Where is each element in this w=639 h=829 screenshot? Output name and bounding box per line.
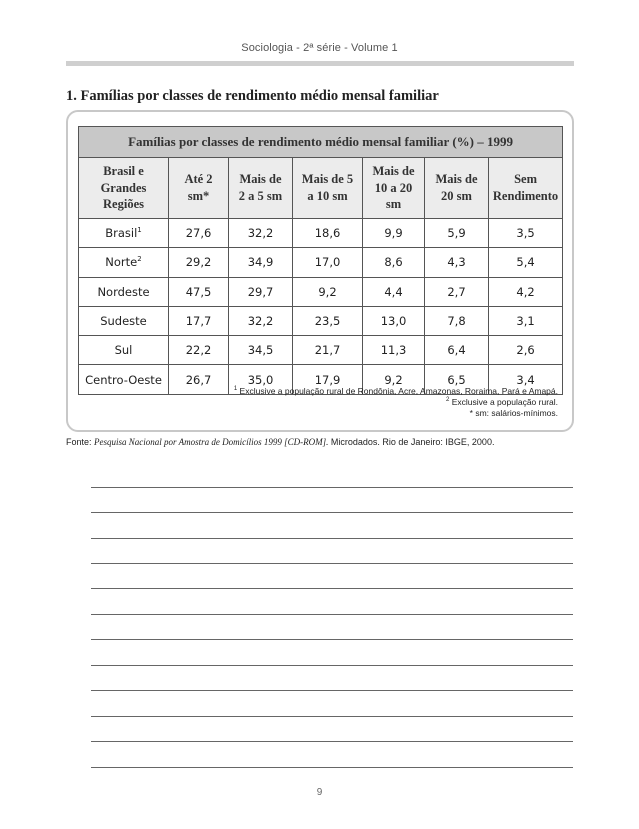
column-header-line: sm	[385, 197, 402, 212]
answer-line[interactable]	[91, 588, 573, 589]
value-cell: 4,4	[363, 277, 425, 306]
value-cell: 29,2	[169, 248, 229, 277]
value-cell: 35,0	[229, 365, 293, 394]
value-cell: 5,9	[425, 219, 489, 248]
region-cell	[79, 365, 169, 394]
running-head: Sociologia - 2ª série - Volume 1	[241, 42, 398, 54]
answer-line[interactable]	[91, 741, 573, 742]
value-cell: 8,6	[363, 248, 425, 277]
value-cell: 17,0	[293, 248, 363, 277]
note-text: Exclusive a população rural.	[449, 397, 558, 407]
answer-line[interactable]	[91, 665, 573, 666]
region-name: Norte	[105, 255, 138, 270]
section-title-text: Famílias por classes de rendimento médio mensal familiar	[80, 88, 439, 104]
value-cell: 3,5	[489, 219, 563, 248]
answer-line[interactable]	[91, 538, 573, 539]
value-cell: 6,5	[425, 365, 489, 394]
value-cell: 2,7	[425, 277, 489, 306]
column-header-line: Grandes	[100, 180, 147, 195]
column-header	[489, 158, 563, 219]
region-cell	[79, 277, 169, 306]
income-table	[78, 126, 563, 395]
table-row	[79, 306, 563, 335]
region-name: Sudeste	[100, 314, 147, 329]
column-header	[293, 158, 363, 219]
source-rest: Microdados. Rio de Janeiro: IBGE, 2000.	[328, 437, 495, 447]
value-cell: 27,6	[169, 219, 229, 248]
column-header-line: 20 sm	[441, 189, 472, 203]
value-cell: 9,9	[363, 219, 425, 248]
value-cell: 3,4	[489, 365, 563, 394]
table-caption: Famílias por classes de rendimento médio mensal familiar (%) – 1999	[79, 127, 563, 158]
answer-line[interactable]	[91, 512, 573, 513]
table-note	[234, 408, 558, 419]
table-row	[79, 219, 563, 248]
region-name: Centro-Oeste	[85, 372, 162, 387]
answer-line[interactable]	[91, 690, 573, 691]
table-body	[79, 219, 563, 395]
region-name: Brasil	[105, 226, 138, 241]
column-header-line: Regiões	[103, 197, 144, 212]
column-header	[169, 158, 229, 219]
value-cell: 17,9	[293, 365, 363, 394]
column-header-line: 10 a 20	[374, 180, 413, 195]
value-cell: 5,4	[489, 248, 563, 277]
value-cell: 32,2	[229, 306, 293, 335]
column-header	[79, 158, 169, 219]
table-row	[79, 336, 563, 365]
column-header-line: Mais de	[239, 172, 282, 187]
section-title	[66, 88, 439, 105]
region-name: Sul	[114, 343, 133, 358]
region-name: Nordeste	[97, 284, 150, 299]
source-label: Fonte:	[66, 437, 95, 447]
table-note	[234, 397, 558, 408]
value-cell: 22,2	[169, 336, 229, 365]
page-number: 9	[316, 787, 323, 798]
table-note	[234, 386, 558, 397]
header-rule	[66, 61, 574, 66]
column-header-line: sm*	[187, 189, 210, 203]
column-header-line: Sem	[514, 172, 537, 187]
column-header	[425, 158, 489, 219]
table-row	[79, 248, 563, 277]
answer-line[interactable]	[91, 614, 573, 615]
column-header-line: 2 a 5 sm	[238, 189, 283, 203]
region-cell	[79, 336, 169, 365]
value-cell: 9,2	[363, 365, 425, 394]
column-header	[363, 158, 425, 219]
footnote-mark: 1	[137, 226, 142, 235]
note-mark: 1	[233, 386, 238, 393]
note-text: Exclusive a população rural de Rondônia, Acre, Amazonas, Roraima, Pará e Amapá.	[237, 386, 558, 396]
section-number: 1.	[66, 88, 77, 104]
value-cell: 6,4	[425, 336, 489, 365]
region-cell	[79, 248, 169, 277]
answer-line[interactable]	[91, 716, 573, 717]
value-cell: 34,9	[229, 248, 293, 277]
answer-line[interactable]	[91, 767, 573, 768]
value-cell: 21,7	[293, 336, 363, 365]
region-cell	[79, 219, 169, 248]
source-line	[66, 437, 494, 447]
note-mark: 2	[445, 397, 450, 404]
answer-line[interactable]	[91, 563, 573, 564]
column-header	[229, 158, 293, 219]
value-cell: 2,6	[489, 336, 563, 365]
footnote-mark: 2	[137, 255, 142, 264]
value-cell: 7,8	[425, 306, 489, 335]
table-column-headers	[79, 158, 563, 219]
source-reference: Pesquisa Nacional por Amostra de Domicílios 1999 [CD-ROM].	[94, 437, 329, 447]
value-cell: 17,7	[169, 306, 229, 335]
value-cell: 47,5	[169, 277, 229, 306]
value-cell: 4,3	[425, 248, 489, 277]
value-cell: 34,5	[229, 336, 293, 365]
region-cell	[79, 306, 169, 335]
value-cell: 26,7	[169, 365, 229, 394]
value-cell: 9,2	[293, 277, 363, 306]
answer-line[interactable]	[91, 487, 573, 488]
column-header-line: Mais de	[435, 172, 478, 187]
value-cell: 18,6	[293, 219, 363, 248]
answer-line[interactable]	[91, 639, 573, 640]
value-cell: 11,3	[363, 336, 425, 365]
table-row	[79, 277, 563, 306]
value-cell: 4,2	[489, 277, 563, 306]
column-header-line: a 10 sm	[307, 189, 348, 203]
column-header-line: Mais de 5	[301, 172, 354, 187]
value-cell: 23,5	[293, 306, 363, 335]
column-header-line: Rendimento	[492, 189, 559, 203]
column-header-line: Brasil e	[103, 163, 144, 178]
value-cell: 32,2	[229, 219, 293, 248]
column-header-line: Até 2	[184, 172, 213, 187]
note-text: * sm: salários-mínimos.	[469, 408, 558, 418]
value-cell: 29,7	[229, 277, 293, 306]
value-cell: 3,1	[489, 306, 563, 335]
column-header-line: Mais de	[372, 163, 415, 178]
value-cell: 13,0	[363, 306, 425, 335]
table-notes	[234, 386, 558, 419]
